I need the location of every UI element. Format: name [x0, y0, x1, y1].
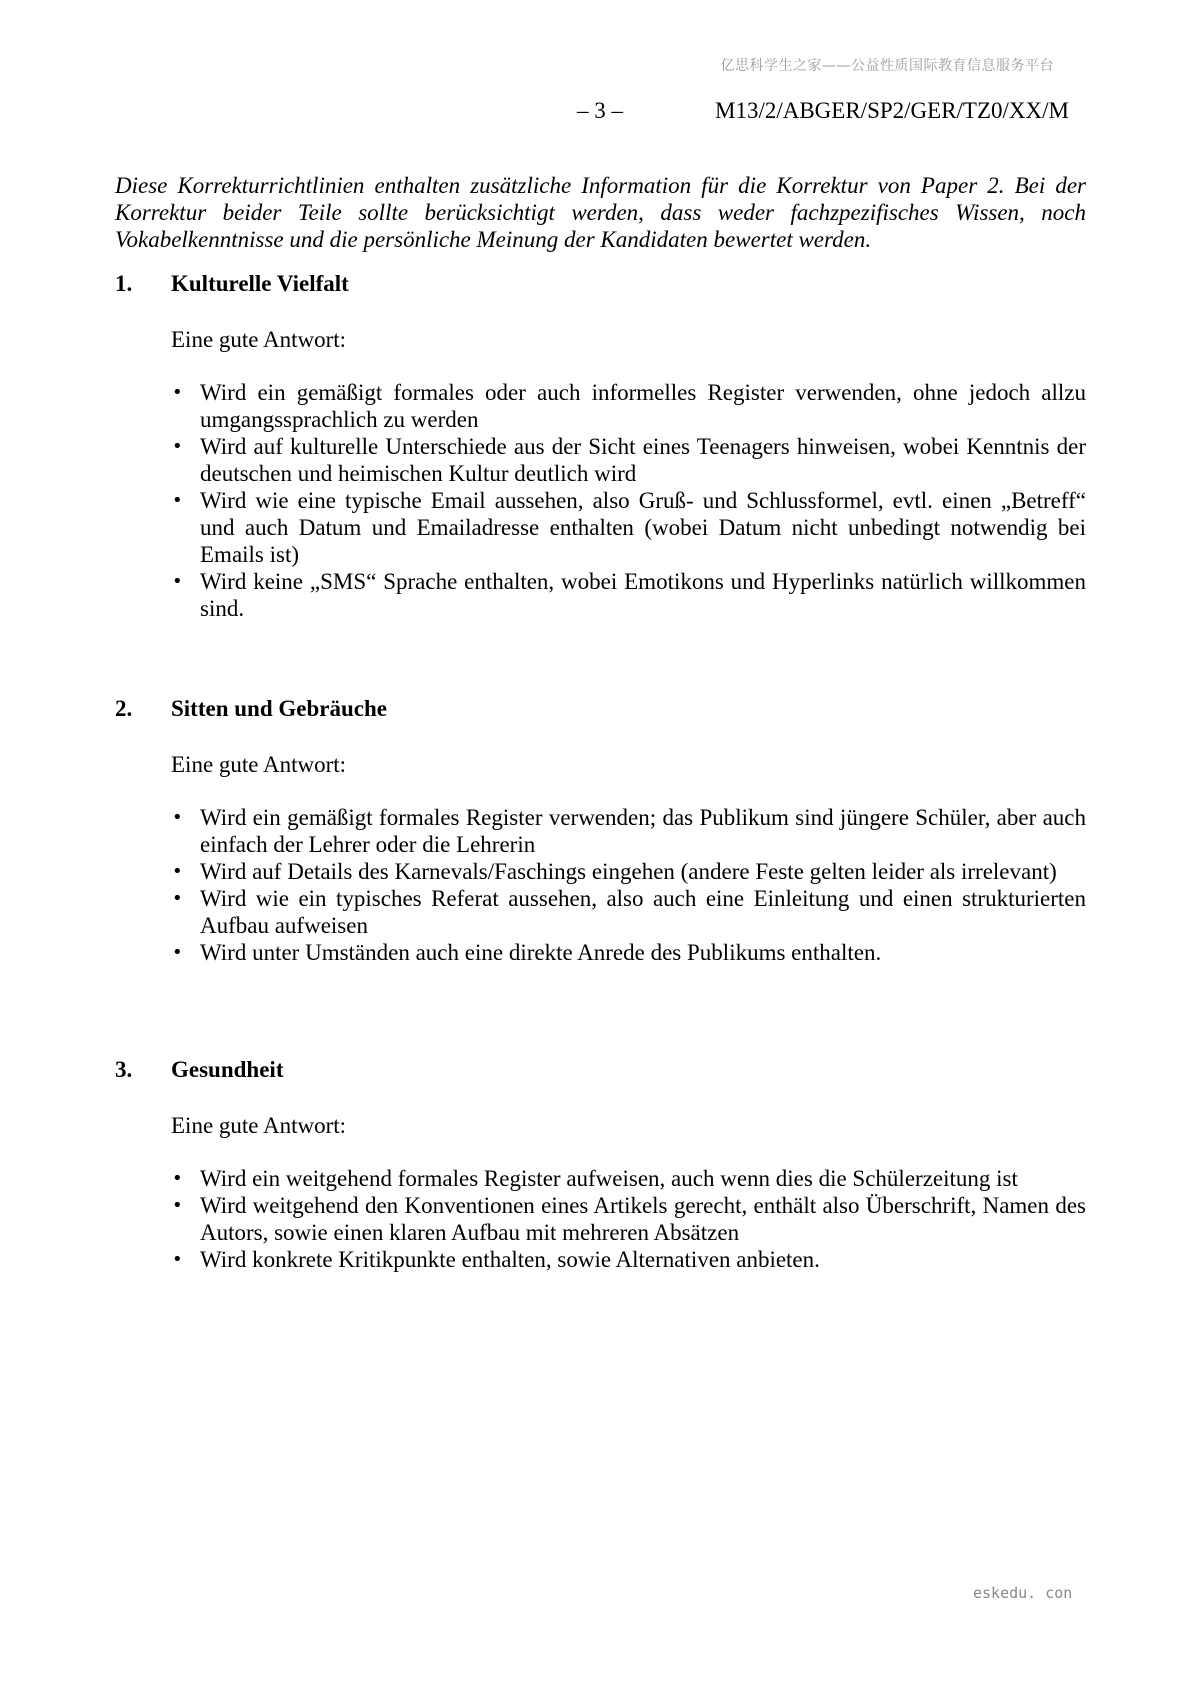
- bullet-icon: •: [172, 1249, 183, 1270]
- list-item-text: Wird ein weitgehend formales Register aufweisen, auch wenn dies die Schülerzeitung ist: [200, 1166, 1018, 1191]
- list-item: [172, 568, 1086, 622]
- bullet-icon: •: [172, 1168, 183, 1189]
- list-item-text: Wird weitgehend den Konventionen eines Artikels gerecht, enthält also Überschrift, Namen des Autors, sowie einen klaren Aufbau mit mehreren Absätzen: [200, 1193, 1086, 1245]
- section-number: 1.: [115, 271, 133, 296]
- list-item: [172, 858, 1086, 885]
- bullet-list: [115, 1165, 1086, 1273]
- list-item: [172, 939, 1086, 966]
- section-sitten-und-gebraeuche: [115, 695, 1086, 966]
- list-item-text: Wird konkrete Kritikpunkte enthalten, sowie Alternativen anbieten.: [200, 1247, 820, 1272]
- bullet-icon: •: [172, 490, 183, 511]
- section-heading: [115, 695, 1086, 725]
- section-title: Sitten und Gebräuche: [171, 696, 387, 721]
- bullet-icon: •: [172, 807, 183, 828]
- list-item: [172, 1246, 1086, 1273]
- list-item-text: Wird auf Details des Karnevals/Faschings eingehen (andere Feste gelten leider als irrelevant): [200, 859, 1057, 884]
- list-item-text: Wird wie ein typisches Referat aussehen, also auch eine Einleitung und einen strukturierten Aufbau aufweisen: [200, 886, 1086, 938]
- list-item-text: Wird ein gemäßigt formales oder auch informelles Register verwenden, ohne jedoch allzu umgangssprachlich zu werden: [200, 380, 1086, 432]
- list-item: [172, 885, 1086, 939]
- section-heading: [115, 270, 1086, 300]
- bullet-icon: •: [172, 1195, 183, 1216]
- section-gesundheit: [115, 1056, 1086, 1273]
- section-kulturelle-vielfalt: [115, 270, 1086, 622]
- section-title: Gesundheit: [171, 1057, 284, 1082]
- bullet-icon: •: [172, 436, 183, 457]
- section-subheading: Eine gute Antwort:: [171, 752, 347, 777]
- section-subheading: Eine gute Antwort:: [171, 1113, 347, 1138]
- list-item-text: Wird unter Umständen auch eine direkte Anrede des Publikums enthalten.: [200, 940, 882, 965]
- bullet-icon: •: [172, 571, 183, 592]
- list-item: [172, 487, 1086, 568]
- bullet-icon: •: [172, 861, 183, 882]
- list-item-text: Wird wie eine typische Email aussehen, also Gruß- und Schlussformel, evtl. einen „Betreff“ und auch Datum und Emailadresse enthalten (wobei Datum nicht unbedingt notwendig bei Emails ist): [200, 488, 1086, 567]
- list-item-text: Wird ein gemäßigt formales Register verwenden; das Publikum sind jüngere Schüler, aber auch einfach der Lehrer oder die Lehrerin: [200, 805, 1086, 857]
- list-item: [172, 1165, 1086, 1192]
- footer-watermark: eskedu. con: [973, 1584, 1073, 1602]
- list-item: [172, 1192, 1086, 1246]
- list-item: [172, 433, 1086, 487]
- bullet-list: [115, 804, 1086, 966]
- bullet-icon: •: [172, 888, 183, 909]
- document-code: M13/2/ABGER/SP2/GER/TZ0/XX/M: [715, 98, 1069, 123]
- bullet-list: [115, 379, 1086, 622]
- section-title: Kulturelle Vielfalt: [171, 271, 349, 296]
- section-number: 3.: [115, 1057, 133, 1082]
- section-heading: [115, 1056, 1086, 1086]
- bullet-icon: •: [172, 382, 183, 403]
- watermark-text: 亿思科学生之家——公益性质国际教育信息服务平台: [720, 58, 1054, 74]
- list-item: [172, 804, 1086, 858]
- section-subheading: Eine gute Antwort:: [171, 327, 347, 352]
- bullet-icon: •: [172, 942, 183, 963]
- list-item: [172, 379, 1086, 433]
- intro-paragraph: Diese Korrekturrichtlinien enthalten zusätzliche Information für die Korrektur von Paper 2. Bei der Korrektur beider Teile sollte berücksichtigt werden, dass weder fachzpezifisches Wissen, noch Vokabelkenntnisse und die persönliche Meinung der Kandidaten bewertet werden.: [115, 173, 1086, 252]
- page-number: – 3 –: [577, 98, 623, 123]
- list-item-text: Wird auf kulturelle Unterschiede aus der Sicht eines Teenagers hinweisen, wobei Kenntnis der deutschen und heimischen Kultur deutlich wird: [200, 434, 1086, 486]
- list-item-text: Wird keine „SMS“ Sprache enthalten, wobei Emotikons und Hyperlinks natürlich willkommen sind.: [200, 569, 1086, 621]
- section-number: 2.: [115, 696, 133, 721]
